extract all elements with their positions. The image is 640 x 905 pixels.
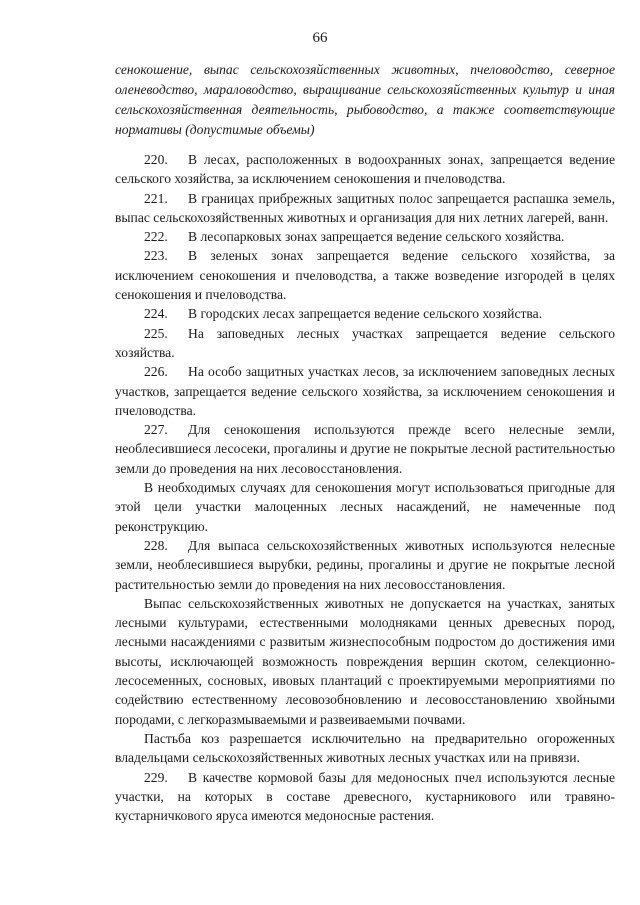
paragraph-227-continued xyxy=(115,478,615,536)
paragraph-text: В лесах, расположенных в водоохранных зонах, запрещается ведение сельского хозяйства, за исключением сенокошения и пчеловодства. xyxy=(115,152,615,187)
paragraph-text: Для сенокошения используются прежде всего нелесные земли, необлесившиеся лесосеки, прогалины и другие не покрытые лесной растительностью земли до проведения на них лесовосстановления. xyxy=(115,422,615,476)
paragraph-number: 224. xyxy=(144,306,168,322)
paragraph-229 xyxy=(115,768,615,826)
paragraph-221 xyxy=(115,189,615,228)
paragraph-number: 222. xyxy=(144,229,168,245)
paragraph-228-grazing-restrictions xyxy=(115,594,615,729)
paragraph-text: В городских лесах запрещается ведение сельского хозяйства. xyxy=(188,306,543,322)
paragraph-text: В лесопарковых зонах запрещается ведение сельского хозяйства. xyxy=(188,229,565,245)
paragraph-text: В зеленых зонах запрещается ведение сельского хозяйства, за исключением сенокошения и пчеловодства, а также возведение изгородей в целях сенокошения и пчеловодства. xyxy=(115,248,615,303)
paragraph-number: 227. xyxy=(144,422,168,438)
paragraph-226 xyxy=(115,362,615,420)
paragraph-text: В качестве кормовой базы для медоносных пчел используются лесные участки, на которых в составе древесного, кустарникового или травяно-кустарничкового яруса имеются медоносные растения. xyxy=(115,769,615,824)
paragraph-text: Пастьба коз разрешается исключительно на предварительно огороженных владельцами сельскохозяйственных животных лесных участках или на привязи. xyxy=(115,730,615,766)
paragraph-text: На особо защитных участках лесов, за исключением заповедных лесных участков, запрещается ведение сельского хозяйства, за исключением сенокошения и пчеловодства. xyxy=(115,364,615,418)
page-number: 66 xyxy=(312,30,328,46)
paragraph-text: В необходимых случаях для сенокошения могут использоваться пригодные для этой цели участки малоценных лесных насаждений, не намеченные под реконструкцию. xyxy=(115,480,615,534)
paragraph-text: Выпас сельскохозяйственных животных не допускается на участках, занятых лесными культурами, естественными молодняками ценных древесных пород, лесными насаждениями с развитым жизнеспособным подростом до достижения ими высоты, исключающей возможность повреждения вершин скотом, селекционно-лесосеменных, сосновых, ивовых плантаций с проектируемыми мероприятиями по содействию естественному лесовозобновлению и лесовосстановлению хвойными породами, с легкоразмываемыми и развеиваемыми почвами. xyxy=(115,595,615,727)
body-text xyxy=(115,150,615,825)
paragraph-number: 228. xyxy=(144,537,168,553)
paragraph-227 xyxy=(115,420,615,478)
paragraph-number: 221. xyxy=(144,190,168,206)
paragraph-number: 226. xyxy=(144,364,168,380)
paragraph-text: В границах прибрежных защитных полос запрещается распашка земель, выпас сельскохозяйственных животных и организация для них летних лагерей, ванн. xyxy=(115,190,615,225)
paragraph-228-goats xyxy=(115,729,615,768)
paragraph-223 xyxy=(115,246,615,304)
section-heading: сенокошение, выпас сельскохозяйственных животных, пчеловодство, северное оленеводство, мараловодство, выращивание сельскохозяйственных культур и иная сельскохозяйственная деятельность, рыбоводство, а также соответствующие нормативы (допустимые объемы) xyxy=(115,62,615,137)
paragraph-text: Для выпаса сельскохозяйственных животных используются нелесные земли, необлесившиеся вырубки, редины, прогалины и другие не покрытые лесной растительностью земли до проведения на них лесовосстановления. xyxy=(115,537,615,592)
paragraph-220 xyxy=(115,150,615,189)
paragraph-number: 225. xyxy=(144,325,168,341)
paragraph-number: 223. xyxy=(144,248,168,264)
paragraph-225 xyxy=(115,324,615,363)
paragraph-number: 220. xyxy=(144,152,168,167)
paragraph-number: 229. xyxy=(144,769,168,785)
paragraph-text: На заповедных лесных участках запрещается ведение сельского хозяйства. xyxy=(115,325,615,360)
paragraph-224 xyxy=(115,304,615,323)
paragraph-228 xyxy=(115,536,615,594)
paragraph-222 xyxy=(115,227,615,246)
